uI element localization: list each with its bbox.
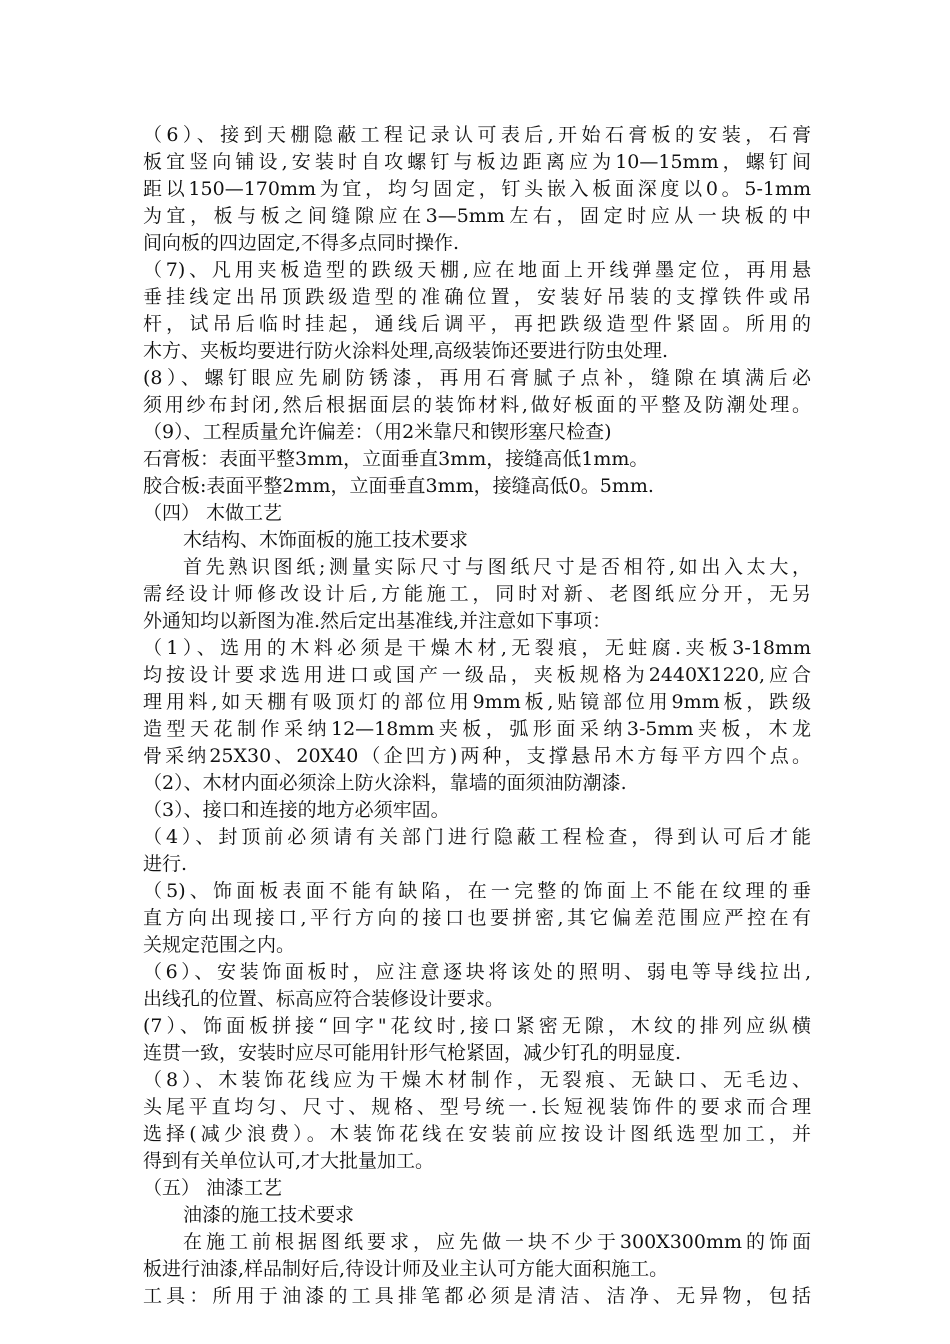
text-line: 垂挂线定出吊顶跌级造型的准确位置，安装好吊装的支撑铁件或吊 xyxy=(143,286,811,308)
text-line: 需经设计师修改设计后,方能施工，同时对新、老图纸应分开，无另 xyxy=(143,583,811,605)
text-line: （4）、封顶前必须请有关部门进行隐蔽工程检查，得到认可后才能 xyxy=(143,826,811,848)
text-line: 骨采纳25X30、20X40（企凹方)两种，支撑悬吊木方每平方四个点。 xyxy=(143,745,811,767)
text-line: 板宜竖向铺设,安装时自攻螺钉与板边距离应为10—15mm，螺钉间 xyxy=(143,151,811,173)
text-line: 连贯一致，安装时应尽可能用针形气枪紧固，减少钉孔的明显度. xyxy=(143,1042,682,1064)
text-line: 关规定范围之内。 xyxy=(143,934,296,956)
text-line: 间向板的四边固定,不得多点同时操作. xyxy=(143,232,460,254)
text-line: 首先熟识图纸;测量实际尺寸与图纸尺寸是否相符,如出入太大， xyxy=(183,556,811,578)
text-line: （7)、凡用夹板造型的跌级天棚,应在地面上开线弹墨定位，再用悬 xyxy=(143,259,811,281)
text-line: （9）、工程质量允许偏差：（用2米靠尺和锲形塞尺检查) xyxy=(143,421,612,443)
text-line: (7）、饰面板拼接“回字"花纹时,接口紧密无隙，木纹的排列应纵横 xyxy=(143,1015,811,1037)
text-line: 为宜，板与板之间缝隙应在3—5mm左右，固定时应从一块板的中 xyxy=(143,205,811,227)
text-line: (8）、螺钉眼应先刷防锈漆，再用石膏腻子点补，缝隙在填满后必 xyxy=(143,367,811,389)
text-line: （四） 木做工艺 xyxy=(143,502,283,524)
text-line: 造型天花制作采纳12—18mm夹板，弧形面采纳3-5mm夹板，木龙 xyxy=(143,718,811,740)
text-line: 出线孔的位置、标高应符合装修设计要求。 xyxy=(143,988,505,1010)
text-line: （6）、安装饰面板时，应注意逐块将该处的照明、弱电等导线拉出, xyxy=(143,961,811,983)
text-line: （5)、饰面板表面不能有缺陷，在一完整的饰面上不能在纹理的垂 xyxy=(143,880,811,902)
text-line: 木结构、木饰面板的施工技术要求 xyxy=(183,529,469,551)
text-line: 油漆的施工技术要求 xyxy=(183,1204,355,1226)
text-line: 头尾平直均匀、尺寸、规格、型号统一.长短视装饰件的要求而合理 xyxy=(143,1096,811,1118)
text-line: 选择(减少浪费）。木装饰花线在安装前应按设计图纸选型加工，并 xyxy=(143,1123,811,1145)
text-line: （6）、接到天棚隐蔽工程记录认可表后,开始石膏板的安装，石膏 xyxy=(143,124,811,146)
text-line: 工具：所用于油漆的工具排笔都必须是清洁、洁净、无异物，包括 xyxy=(143,1285,811,1307)
text-line: 得到有关单位认可,才大批量加工。 xyxy=(143,1150,435,1172)
text-line: 石膏板：表面平整3mm，立面垂直3mm，接缝高低1mm。 xyxy=(143,448,649,470)
text-line: （2）、木材内面必须涂上防火涂料，靠墙的面须油防潮漆. xyxy=(143,772,627,794)
text-line: 距以150—170mm为宜，均匀固定，钉头嵌入板面深度以0。5-1mm xyxy=(143,178,811,200)
text-line: 直方向出现接口,平行方向的接口也要拼密,其它偏差范围应严控在有 xyxy=(143,907,811,929)
text-line: 杆，试吊后临时挂起，通线后调平，再把跌级造型件紧固。所用的 xyxy=(143,313,811,335)
text-line: 外通知均以新图为准.然后定出基准线,并注意如下事项： xyxy=(143,610,612,632)
text-line: （1）、选用的木料必须是干燥木材,无裂痕，无蛀腐.夹板3-18mm xyxy=(143,637,811,659)
text-line: 木方、夹板均要进行防火涂料处理,高级装饰还要进行防虫处理. xyxy=(143,340,669,362)
text-line: 均按设计要求选用进口或国产一级品，夹板规格为2440X1220,应合 xyxy=(143,664,811,686)
text-line: 在施工前根据图纸要求，应先做一块不少于300X300mm的饰面 xyxy=(183,1231,811,1253)
text-line: 进行. xyxy=(143,853,188,875)
text-line: （8）、木装饰花线应为干燥木材制作，无裂痕、无缺口、无毛边、 xyxy=(143,1069,811,1091)
text-line: 理用料,如天棚有吸顶灯的部位用9mm板,贴镜部位用9mm板，跌级 xyxy=(143,691,811,713)
text-line: 胶合板:表面平整2mm，立面垂直3mm，接缝高低0。5mm. xyxy=(143,475,654,497)
document-body xyxy=(143,122,811,1310)
text-line: （五） 油漆工艺 xyxy=(143,1177,283,1199)
text-line: 板进行油漆,样品制好后,待设计师及业主认可方能大面积施工。 xyxy=(143,1258,669,1280)
text-line: （3）、接口和连接的地方必须牢固。 xyxy=(143,799,450,821)
text-line: 须用纱布封闭,然后根据面层的装饰材料,做好板面的平整及防潮处理。 xyxy=(143,394,811,416)
